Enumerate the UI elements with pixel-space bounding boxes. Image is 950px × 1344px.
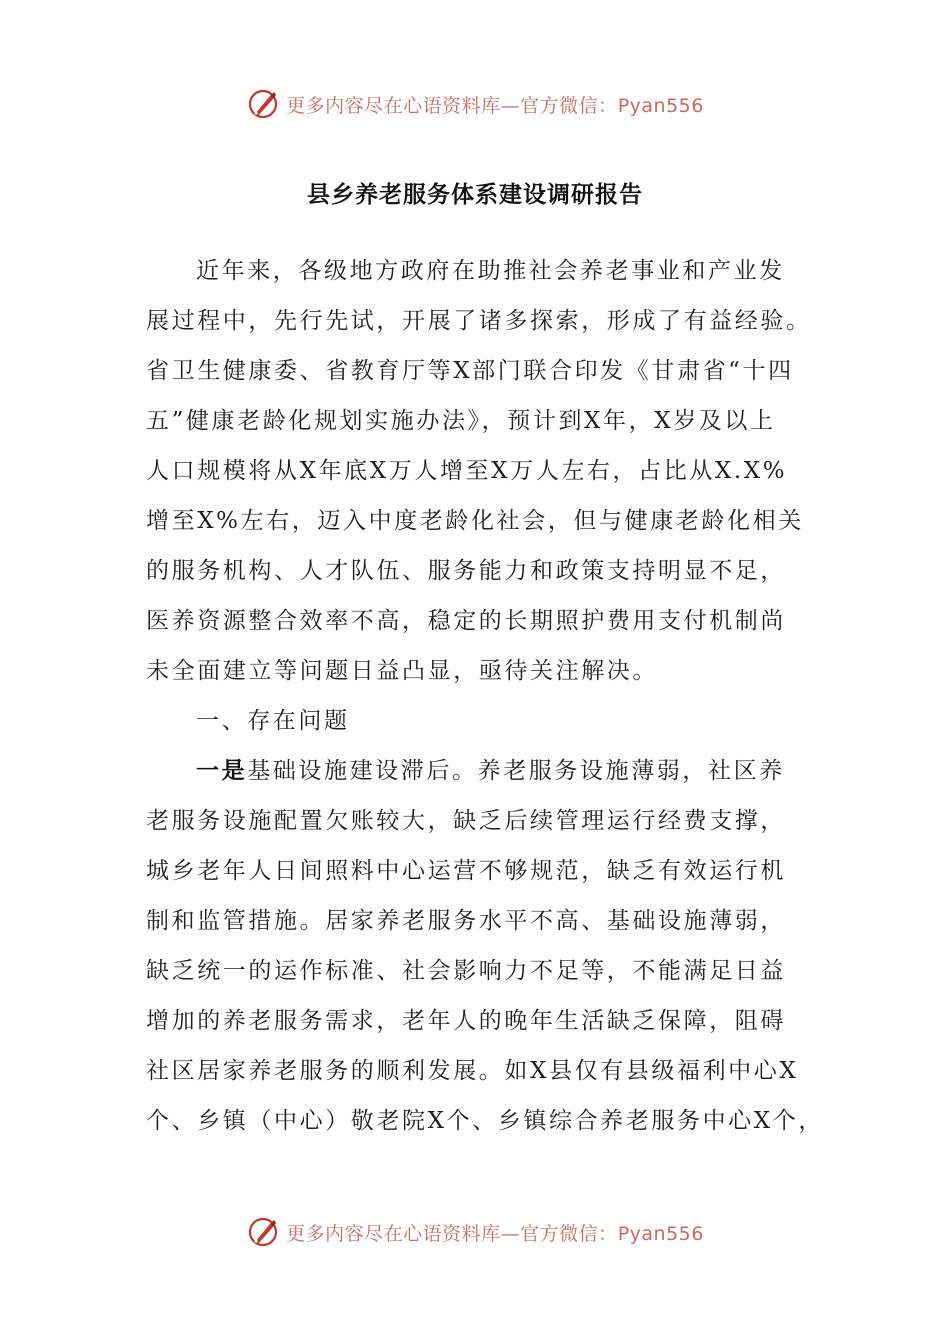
paragraph-line: 个、乡镇（中心）敬老院X个、乡镇综合养老服务中心X个， <box>146 1108 824 1134</box>
watermark-footer <box>0 1210 950 1254</box>
pen-nib-logo-icon <box>246 1215 280 1249</box>
paragraph-line: 的服务机构、人才队伍、服务能力和政策支持明显不足， <box>146 558 786 584</box>
paragraph-line: 展过程中，先行先试，开展了诸多探索，形成了有益经验。 <box>146 308 812 334</box>
paragraph-line: 制和监管措施。居家养老服务水平不高、基础设施薄弱， <box>146 908 786 934</box>
paragraph-line: 近年来，各级地方政府在助推社会养老事业和产业发 <box>196 258 785 284</box>
document-body <box>146 246 836 1146</box>
watermark-header <box>0 82 950 126</box>
paragraph-line: 省卫生健康委、省教育厅等X部门联合印发《甘肃省“十四 <box>146 358 794 384</box>
paragraph-line: 增至X%左右，迈入中度老龄化社会，但与健康老龄化相关 <box>146 508 804 534</box>
paragraph-line: 老服务设施配置欠账较大，缺乏后续管理运行经费支撑， <box>146 808 786 834</box>
paragraph-line: 未全面建立等问题日益凸显，亟待关注解决。 <box>146 658 658 684</box>
paragraph-line: 医养资源整合效率不高，稳定的长期照护费用支付机制尚 <box>146 608 786 634</box>
watermark-text: 更多内容尽在心语资料库—官方微信：Pyan556 <box>286 1222 704 1245</box>
paragraph-line: 缺乏统一的运作标准、社会影响力不足等，不能满足日益 <box>146 958 786 984</box>
paragraph-line: 五”健康老龄化规划实施办法》，预计到X年，X岁及以上 <box>146 408 776 434</box>
section-heading: 一、存在问题 <box>196 708 350 734</box>
paragraph-line: 社区居家养老服务的顺利发展。如X县仅有县级福利中心X <box>146 1058 799 1084</box>
pen-nib-logo-icon <box>246 87 280 121</box>
lead-label: 一是 <box>196 758 248 784</box>
paragraph-line: 城乡老年人日间照料中心运营不够规范，缺乏有效运行机 <box>146 858 786 884</box>
paragraph-line: 一是基础设施建设滞后。养老服务设施薄弱，社区养 <box>196 758 785 784</box>
paragraph-line: 增加的养老服务需求，老年人的晚年生活缺乏保障，阻碍 <box>146 1008 786 1034</box>
paragraph-line: 人口规模将从X年底X万人增至X万人左右，占比从X.X% <box>146 458 788 484</box>
watermark-text: 更多内容尽在心语资料库—官方微信：Pyan556 <box>286 94 704 117</box>
page-title: 县乡养老服务体系建设调研报告 <box>307 182 643 208</box>
